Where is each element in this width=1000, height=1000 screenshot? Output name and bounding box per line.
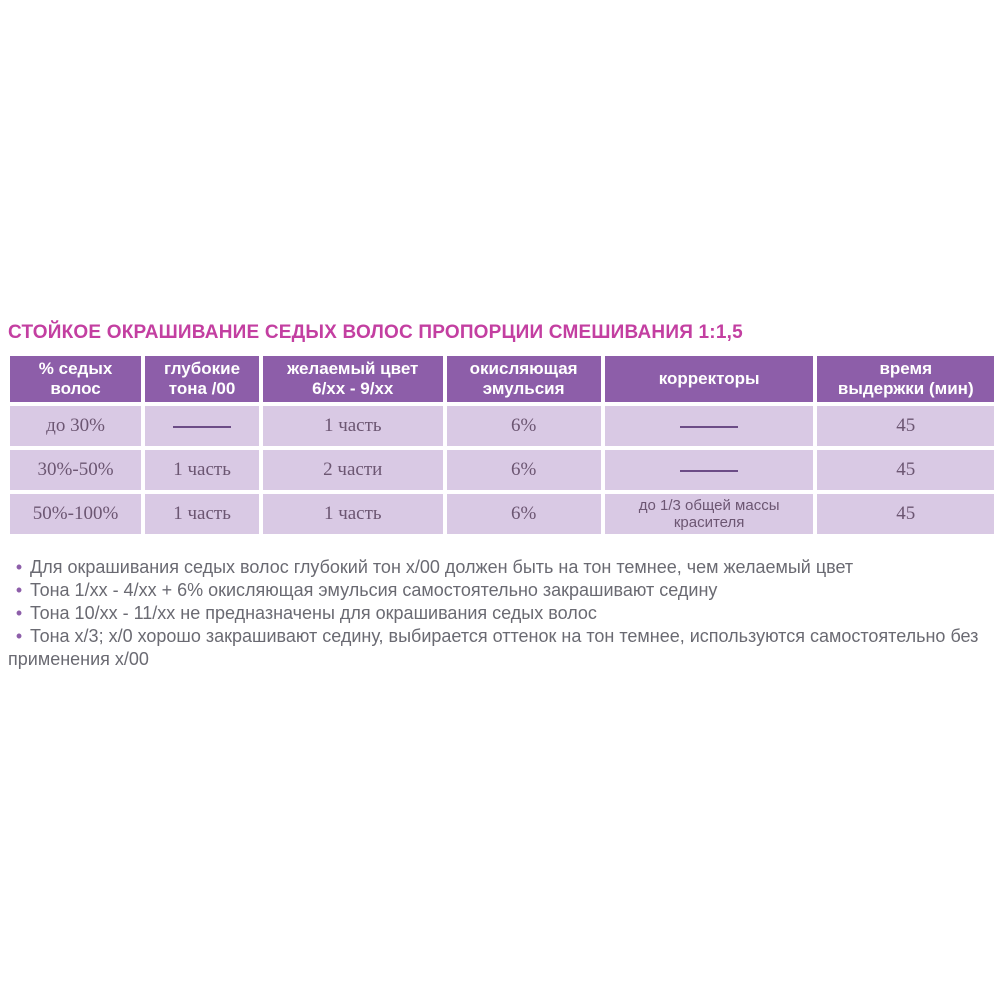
cell-oxidizer: 6% xyxy=(447,494,601,534)
note-text: Для окрашивания седых волос глубокий тон х/00 должен быть на тон темнее, чем желаемый цвет xyxy=(30,557,854,577)
cell-gray: 50%-100% xyxy=(10,494,141,534)
table-header-row xyxy=(10,356,994,402)
mixing-table xyxy=(6,352,998,538)
cell-oxidizer: 6% xyxy=(447,406,601,446)
cell-time: 45 xyxy=(817,450,994,490)
cell-oxidizer: 6% xyxy=(447,450,601,490)
dash-icon xyxy=(680,426,738,428)
bullet-icon: • xyxy=(15,557,23,577)
header-correctors: корректоры xyxy=(605,356,814,402)
cell-corrector: до 1/3 общей массы красителя xyxy=(605,494,814,534)
note-text: Тона 1/хх - 4/хх + 6% окисляющая эмульсия самостоятельно закрашивают седину xyxy=(30,580,718,600)
list-item xyxy=(8,579,993,602)
cell-deep-empty xyxy=(145,406,259,446)
header-oxidizer: окисляющая эмульсия xyxy=(447,356,601,402)
list-item xyxy=(8,556,993,579)
dash-icon xyxy=(173,426,231,428)
cell-corrector-empty xyxy=(605,406,814,446)
cell-desired: 1 часть xyxy=(263,406,442,446)
table-row xyxy=(10,450,994,490)
table-row xyxy=(10,406,994,446)
cell-time: 45 xyxy=(817,406,994,446)
cell-desired: 2 части xyxy=(263,450,442,490)
list-item xyxy=(8,625,993,671)
notes-list xyxy=(8,556,993,671)
cell-deep: 1 часть xyxy=(145,494,259,534)
dash-icon xyxy=(680,470,738,472)
header-time: время выдержки (мин) xyxy=(817,356,994,402)
note-text: Тона х/3; х/0 хорошо закрашивают седину, выбирается оттенок на тон темнее, используются самостоятельно без применения х/00 xyxy=(8,626,979,669)
document-title: СТОЙКОЕ ОКРАШИВАНИЕ СЕДЫХ ВОЛОС ПРОПОРЦИИ СМЕШИВАНИЯ 1:1,5 xyxy=(8,322,743,343)
bullet-icon: • xyxy=(15,603,23,623)
list-item xyxy=(8,602,993,625)
table-row xyxy=(10,494,994,534)
cell-deep: 1 часть xyxy=(145,450,259,490)
header-desired-color: желаемый цвет 6/хх - 9/хх xyxy=(263,356,442,402)
cell-gray: 30%-50% xyxy=(10,450,141,490)
bullet-icon: • xyxy=(15,580,23,600)
cell-gray: до 30% xyxy=(10,406,141,446)
note-text: Тона 10/хх - 11/хх не предназначены для окрашивания седых волос xyxy=(30,603,597,623)
bullet-icon: • xyxy=(15,626,23,646)
cell-time: 45 xyxy=(817,494,994,534)
header-deep-tones: глубокие тона /00 xyxy=(145,356,259,402)
header-gray-percent: % седых волос xyxy=(10,356,141,402)
cell-desired: 1 часть xyxy=(263,494,442,534)
cell-corrector-empty xyxy=(605,450,814,490)
